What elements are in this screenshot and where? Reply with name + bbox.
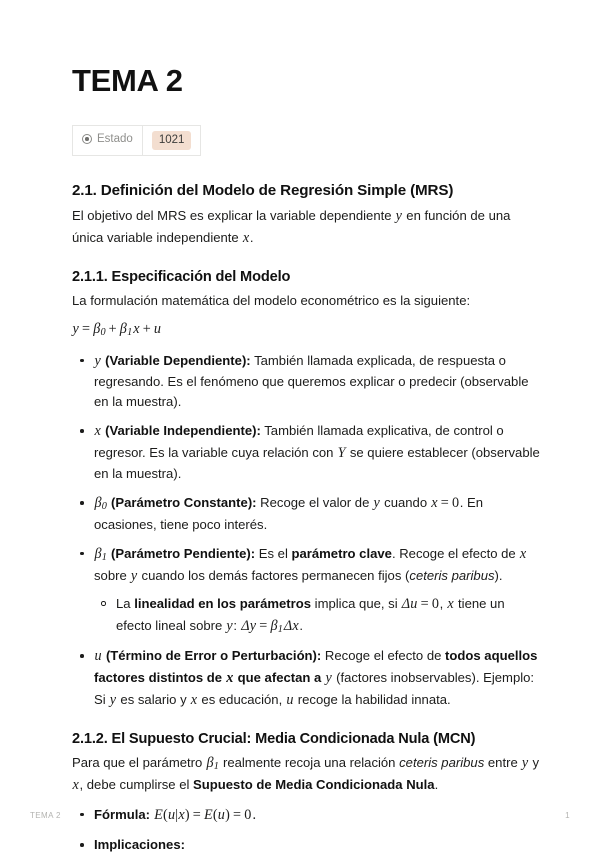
math-y: y bbox=[521, 755, 529, 772]
math-x: x bbox=[133, 321, 140, 338]
text-fragment: cuando los demás factores permanecen fijos ( bbox=[137, 567, 410, 583]
text-fragment: se quiere establecer (observable en la muestra). bbox=[94, 444, 540, 482]
text-fragment: realmente recoja una relación bbox=[219, 755, 400, 771]
term-label: (Parámetro Constante): bbox=[111, 495, 257, 511]
math-subscript: 1 bbox=[213, 761, 219, 773]
implications-label: Implicaciones: bbox=[94, 837, 185, 853]
math-x: x bbox=[242, 229, 250, 246]
page-title: TEMA 2 bbox=[72, 63, 183, 98]
paragraph-2-1-1-intro: La formulación matemática del modelo econométrico es la siguiente: bbox=[72, 293, 471, 309]
list-item bbox=[72, 421, 540, 484]
math-Y-uppercase: Y bbox=[337, 444, 346, 461]
math-y: y bbox=[373, 495, 381, 512]
math-equals: = bbox=[259, 617, 268, 634]
emphasis-text: parámetro clave bbox=[291, 545, 392, 561]
text-fragment: El objetivo del MRS es explicar la variable dependiente bbox=[72, 208, 396, 224]
math-y: y bbox=[94, 352, 101, 369]
text-fragment: . bbox=[299, 617, 303, 633]
math-beta-glyph: β bbox=[93, 321, 101, 338]
math-u: u bbox=[167, 806, 176, 823]
math-x: x bbox=[178, 806, 185, 823]
emphasis-text: Supuesto de Media Condicionada Nula bbox=[193, 776, 435, 792]
text-fragment: . bbox=[434, 776, 439, 792]
footer-left-label: TEMA 2 bbox=[30, 811, 61, 820]
text-fragment: La bbox=[116, 596, 135, 612]
math-paren-open: ( bbox=[212, 806, 218, 823]
math-equals: = bbox=[82, 321, 91, 338]
list-item bbox=[72, 835, 540, 855]
math-y: y bbox=[226, 617, 233, 634]
math-subscript: 0 bbox=[100, 327, 106, 339]
text-fragment: . En ocasiones, tiene poco interés. bbox=[94, 495, 484, 532]
math-subscript: 1 bbox=[277, 623, 283, 635]
math-x: x bbox=[519, 545, 527, 562]
status-target-icon bbox=[82, 134, 92, 144]
text-fragment: : bbox=[233, 617, 241, 633]
text-fragment: Para que el parámetro bbox=[72, 755, 206, 771]
math-equals: = bbox=[233, 806, 242, 823]
linearity-sublist bbox=[94, 594, 540, 637]
math-beta-1 bbox=[94, 546, 107, 562]
emphasis-text: linealidad en los parámetros bbox=[134, 596, 312, 612]
math-u: u bbox=[286, 691, 294, 708]
model-terms-list bbox=[72, 351, 540, 711]
text-fragment: en función de una única variable independiente bbox=[72, 208, 511, 245]
property-table bbox=[72, 125, 201, 156]
text-fragment: Recoge el valor de bbox=[256, 495, 374, 511]
text-fragment: ). bbox=[494, 567, 503, 583]
math-y: y bbox=[109, 691, 117, 708]
text-fragment: entre bbox=[484, 755, 522, 771]
math-plus: + bbox=[142, 321, 151, 338]
math-subscript: 0 bbox=[101, 501, 107, 513]
term-label: (Término de Error o Perturbación): bbox=[105, 648, 322, 664]
math-beta-glyph: β bbox=[270, 617, 278, 634]
text-fragment: Recoge el efecto de bbox=[321, 648, 446, 664]
math-beta-0 bbox=[93, 321, 106, 337]
paragraph-2-1-intro bbox=[72, 206, 540, 249]
math-equals: = bbox=[192, 806, 201, 823]
text-fragment: cuando bbox=[380, 495, 431, 511]
math-y: y bbox=[325, 670, 332, 687]
footer-page-number: 1 bbox=[565, 811, 570, 820]
math-beta-1 bbox=[119, 321, 132, 337]
math-x: x bbox=[94, 423, 101, 440]
formula-label: Fórmula: bbox=[94, 806, 151, 822]
text-fragment: y bbox=[528, 755, 540, 771]
list-item bbox=[72, 493, 540, 535]
math-zero: 0 bbox=[431, 596, 440, 613]
heading-2-1-2: 2.1.2. El Supuesto Crucial: Media Condicionada Nula (MCN) bbox=[72, 731, 476, 748]
math-beta-1 bbox=[270, 618, 283, 634]
list-item bbox=[72, 544, 540, 638]
text-fragment: sobre bbox=[94, 567, 131, 583]
math-beta-glyph: β bbox=[94, 545, 102, 562]
math-x: x bbox=[431, 495, 438, 512]
math-beta-glyph: β bbox=[94, 495, 102, 512]
math-delta-y: Δy bbox=[241, 617, 257, 634]
list-item bbox=[72, 646, 540, 711]
math-y: y bbox=[72, 321, 79, 338]
math-u: u bbox=[153, 321, 162, 338]
text-fragment: recoge la habilidad innata. bbox=[294, 691, 451, 707]
math-delta-u: Δu bbox=[401, 596, 418, 613]
property-label-cell[interactable] bbox=[73, 126, 143, 156]
list-item bbox=[94, 594, 540, 637]
property-value-cell[interactable] bbox=[142, 126, 201, 156]
text-fragment: es salario y bbox=[116, 691, 191, 707]
list-item bbox=[72, 351, 540, 412]
math-paren-open: ( bbox=[163, 806, 168, 823]
formula-model bbox=[72, 319, 540, 341]
math-x: x bbox=[447, 596, 454, 613]
term-label: (Variable Independiente): bbox=[105, 423, 261, 439]
math-u: u bbox=[94, 648, 102, 665]
text-fragment: , debe cumplirse el bbox=[79, 776, 194, 792]
math-beta-glyph: β bbox=[119, 321, 128, 338]
status-badge: 1021 bbox=[152, 131, 192, 150]
math-subscript: 1 bbox=[101, 552, 107, 564]
math-beta-glyph: β bbox=[206, 755, 214, 772]
math-paren-close: ) bbox=[184, 806, 190, 823]
heading-2-1: 2.1. Definición del Modelo de Regresión Simple (MRS) bbox=[72, 182, 454, 200]
math-delta-x: Δx bbox=[283, 617, 299, 634]
math-bar: | bbox=[175, 806, 179, 823]
math-beta-0 bbox=[94, 495, 107, 511]
math-x: x bbox=[190, 691, 198, 708]
latin-phrase: ceteris paribus bbox=[399, 755, 485, 771]
text-fragment: Es el bbox=[255, 545, 292, 561]
math-equals: = bbox=[420, 596, 429, 613]
term-label: (Parámetro Pendiente): bbox=[111, 545, 256, 561]
paragraph-2-1-2-intro bbox=[72, 753, 540, 796]
latin-phrase: ceteris paribus bbox=[409, 567, 495, 583]
emphasis-text: que afectan a bbox=[234, 670, 325, 686]
term-label: (Variable Dependiente): bbox=[105, 352, 251, 368]
math-E: E bbox=[203, 806, 213, 823]
text-fragment: es educación, bbox=[197, 691, 286, 707]
text-fragment: , bbox=[439, 596, 447, 612]
math-zero: 0 bbox=[244, 806, 252, 823]
text-fragment: tiene un efecto lineal sobre bbox=[116, 596, 505, 633]
math-x: x bbox=[72, 776, 79, 793]
text-fragment: implica que, si bbox=[311, 596, 402, 612]
math-zero: 0 bbox=[451, 495, 460, 512]
table-row bbox=[73, 126, 201, 156]
math-period: . bbox=[252, 806, 257, 823]
math-plus: + bbox=[108, 321, 117, 338]
math-beta-1 bbox=[206, 755, 219, 771]
document-content bbox=[72, 62, 540, 864]
math-y: y bbox=[130, 567, 138, 584]
text-fragment: . bbox=[249, 229, 254, 245]
page-footer bbox=[30, 811, 570, 820]
text-fragment: También llamada explicativa, de control o regresor. Es la variable cuya relación con bbox=[94, 423, 504, 460]
math-paren-close: ) bbox=[225, 806, 230, 823]
text-fragment: También llamada explicada, de respuesta o regresando. Es el fenómeno que queremos explicar o predecir (observable en la muestra). bbox=[94, 352, 529, 410]
emphasis-text: todos aquellos factores distintos de bbox=[94, 648, 538, 686]
math-E: E bbox=[154, 806, 164, 823]
text-fragment: (factores inobservables). Ejemplo: Si bbox=[94, 670, 535, 707]
property-label: Estado bbox=[97, 132, 133, 145]
math-u: u bbox=[217, 806, 226, 823]
heading-2-1-1: 2.1.1. Especificación del Modelo bbox=[72, 269, 291, 286]
math-subscript: 1 bbox=[127, 327, 133, 339]
math-x: x bbox=[226, 670, 234, 687]
math-equals: = bbox=[440, 495, 449, 512]
text-fragment: . Recoge el efecto de bbox=[391, 545, 520, 561]
math-y: y bbox=[395, 208, 403, 225]
